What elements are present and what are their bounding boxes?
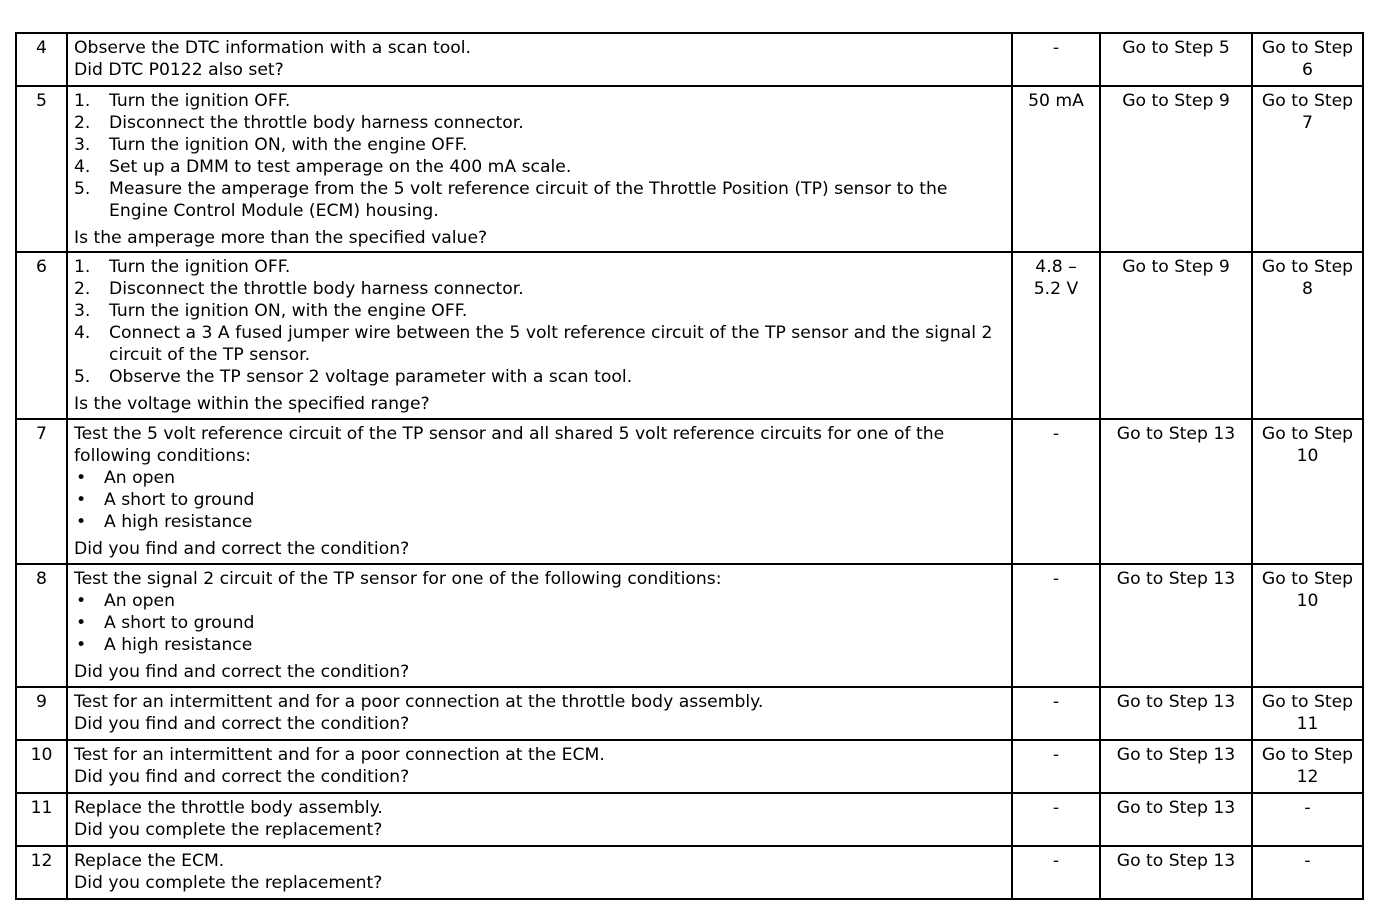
diagnostic-steps-table (15, 32, 1364, 900)
action-text: Observe the DTC information with a scan tool. (74, 38, 471, 58)
step-number: 9 (16, 687, 67, 740)
spec-value: - (1012, 564, 1100, 687)
step-action (67, 687, 1012, 740)
action-text: Replace the throttle body assembly. (74, 798, 383, 818)
spec-value: - (1012, 419, 1100, 564)
step-action (67, 846, 1012, 899)
table-row (16, 86, 1363, 252)
table-row (16, 564, 1363, 687)
question-text: Did you complete the replacement? (74, 873, 383, 893)
yes-result: Go to Step 5 (1100, 33, 1252, 86)
list-item: • A high resistance (76, 512, 253, 532)
table-row (16, 846, 1363, 899)
step-number: 8 (16, 564, 67, 687)
condition-list (74, 590, 1005, 656)
step-action (67, 33, 1012, 86)
table-row (16, 252, 1363, 419)
question-text: Is the amperage more than the specified value? (74, 228, 488, 248)
table-row (16, 740, 1363, 793)
no-result: Go to Step 10 (1252, 419, 1363, 564)
question-text: Did you complete the replacement? (74, 820, 383, 840)
list-item: 1. Turn the ignition OFF. (74, 257, 291, 277)
spec-value: - (1012, 687, 1100, 740)
spec-value: - (1012, 846, 1100, 899)
list-item: 2. Disconnect the throttle body harness connector. (74, 113, 524, 133)
spec-value: - (1012, 33, 1100, 86)
step-number: 11 (16, 793, 67, 846)
yes-result: Go to Step 9 (1100, 86, 1252, 252)
yes-result: Go to Step 13 (1100, 740, 1252, 793)
step-number: 7 (16, 419, 67, 564)
list-item: 3. Turn the ignition ON, with the engine OFF. (74, 301, 468, 321)
yes-result: Go to Step 13 (1100, 564, 1252, 687)
no-result: Go to Step 10 (1252, 564, 1363, 687)
no-result: Go to Step 12 (1252, 740, 1363, 793)
no-result: Go to Step 7 (1252, 86, 1363, 252)
step-action (67, 252, 1012, 419)
no-result: - (1252, 793, 1363, 846)
step-number: 5 (16, 86, 67, 252)
step-number: 6 (16, 252, 67, 419)
step-action (67, 86, 1012, 252)
step-number: 4 (16, 33, 67, 86)
action-text: Test for an intermittent and for a poor connection at the throttle body assembly. (74, 692, 764, 712)
step-number: 10 (16, 740, 67, 793)
no-result: Go to Step 6 (1252, 33, 1363, 86)
list-item: 5. Observe the TP sensor 2 voltage parameter with a scan tool. (74, 367, 633, 387)
action-text: Test for an intermittent and for a poor connection at the ECM. (74, 745, 605, 765)
list-item: • A high resistance (76, 635, 253, 655)
step-action (67, 793, 1012, 846)
list-item: 4. Connect a 3 A fused jumper wire between the 5 volt reference circuit of the TP sensor and the signal 2 circuit of the TP sensor. (74, 323, 993, 365)
list-item: • A short to ground (76, 613, 255, 633)
no-result: Go to Step 8 (1252, 252, 1363, 419)
yes-result: Go to Step 13 (1100, 793, 1252, 846)
step-action (67, 740, 1012, 793)
list-item: 4. Set up a DMM to test amperage on the 400 mA scale. (74, 157, 572, 177)
question-text: Did you find and correct the condition? (74, 539, 410, 559)
question-text: Did you find and correct the condition? (74, 767, 410, 787)
table-row (16, 793, 1363, 846)
action-text: Test the 5 volt reference circuit of the TP sensor and all shared 5 volt reference circuits for one of the following conditions: (74, 424, 945, 466)
spec-value: 4.8 – 5.2 V (1012, 252, 1100, 419)
list-item: 2. Disconnect the throttle body harness connector. (74, 279, 524, 299)
table-row (16, 687, 1363, 740)
step-action (67, 564, 1012, 687)
action-text: Test the signal 2 circuit of the TP sensor for one of the following conditions: (74, 569, 722, 589)
list-item: 5. Measure the amperage from the 5 volt reference circuit of the Throttle Position (TP) sensor to the Engine Control Module (ECM) housing. (74, 179, 948, 221)
list-item: • An open (76, 591, 176, 611)
question-text: Did you find and correct the condition? (74, 714, 410, 734)
question-text: Is the voltage within the specified range? (74, 394, 430, 414)
no-result: Go to Step 11 (1252, 687, 1363, 740)
spec-value: - (1012, 793, 1100, 846)
yes-result: Go to Step 13 (1100, 846, 1252, 899)
instruction-list (74, 90, 1005, 222)
list-item: 1. Turn the ignition OFF. (74, 91, 291, 111)
condition-list (74, 467, 1005, 533)
action-text: Replace the ECM. (74, 851, 225, 871)
yes-result: Go to Step 9 (1100, 252, 1252, 419)
yes-result: Go to Step 13 (1100, 687, 1252, 740)
spec-value: - (1012, 740, 1100, 793)
step-action (67, 419, 1012, 564)
no-result: - (1252, 846, 1363, 899)
step-number: 12 (16, 846, 67, 899)
list-item: • A short to ground (76, 490, 255, 510)
question-text: Did DTC P0122 also set? (74, 60, 284, 80)
table-row (16, 33, 1363, 86)
spec-value: 50 mA (1012, 86, 1100, 252)
yes-result: Go to Step 13 (1100, 419, 1252, 564)
question-text: Did you find and correct the condition? (74, 662, 410, 682)
list-item: • An open (76, 468, 176, 488)
table-row (16, 419, 1363, 564)
instruction-list (74, 256, 1005, 388)
list-item: 3. Turn the ignition ON, with the engine OFF. (74, 135, 468, 155)
